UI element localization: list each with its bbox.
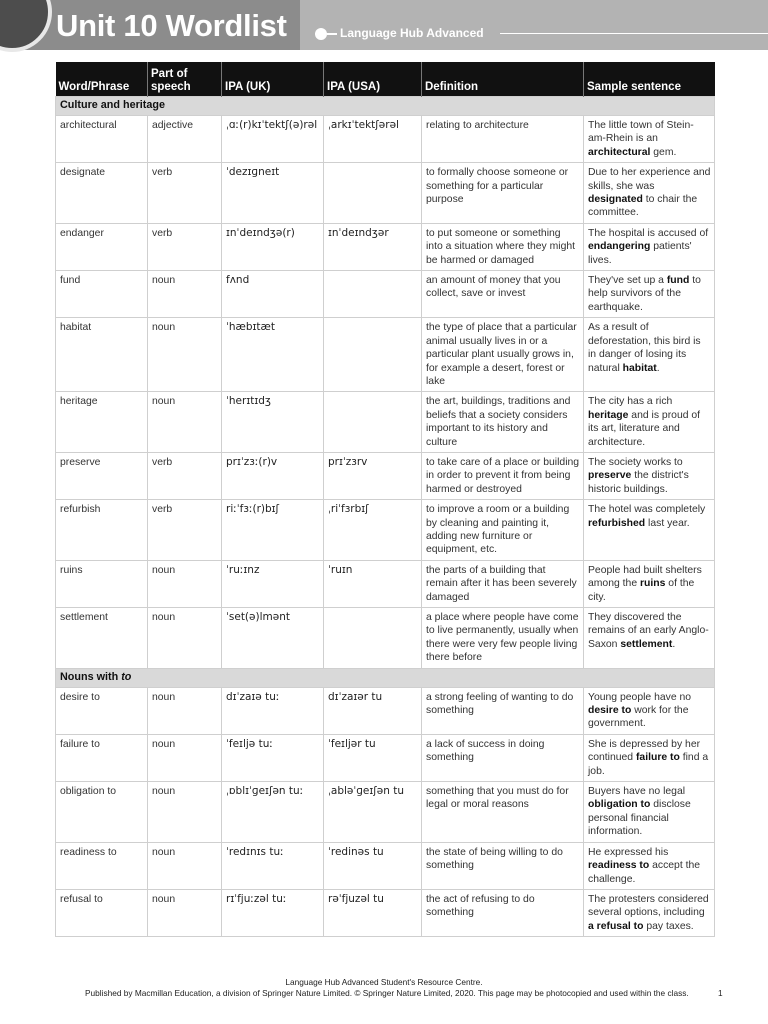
wordlist-table bbox=[55, 62, 715, 937]
sample-sentence-cell bbox=[584, 116, 715, 163]
sentence-text: They've set up a bbox=[588, 275, 667, 287]
sentence-text: Due to her experience and skills, she was bbox=[588, 167, 711, 192]
sentence-text: find a job. bbox=[588, 752, 709, 777]
sample-sentence-cell bbox=[584, 392, 715, 453]
definition-cell: the parts of a building that remain after it has been severely damaged bbox=[422, 560, 584, 607]
sentence-text: patients' lives. bbox=[588, 241, 692, 266]
ipa-uk-cell: ɪnˈdeɪndʒə(r) bbox=[222, 223, 324, 270]
sentence-text: gem. bbox=[650, 146, 677, 158]
ipa-uk-cell: dɪˈzaɪə tuː bbox=[222, 687, 324, 734]
sample-sentence-cell bbox=[584, 889, 715, 936]
page-header bbox=[0, 0, 768, 50]
ipa-uk-cell: ˈdezɪɡneɪt bbox=[222, 163, 324, 224]
section-title-text: Nouns with bbox=[60, 670, 122, 683]
sample-sentence-cell bbox=[584, 842, 715, 889]
word-cell: readiness to bbox=[56, 842, 148, 889]
ipa-usa-cell bbox=[324, 163, 422, 224]
part-of-speech-cell: noun bbox=[148, 889, 222, 936]
part-of-speech-cell: verb bbox=[148, 500, 222, 561]
part-of-speech-cell: verb bbox=[148, 452, 222, 499]
ipa-usa-cell: ˌriˈfɜrbɪʃ bbox=[324, 500, 422, 561]
ipa-uk-cell: rɪˈfjuːzəl tuː bbox=[222, 889, 324, 936]
part-of-speech-cell: noun bbox=[148, 734, 222, 781]
part-of-speech-cell: verb bbox=[148, 223, 222, 270]
definition-cell: something that you must do for legal or moral reasons bbox=[422, 782, 584, 843]
table-header-row bbox=[56, 62, 715, 97]
sentence-text: The protesters considered several options, including bbox=[588, 893, 709, 919]
series-band bbox=[300, 0, 768, 50]
table-row bbox=[56, 163, 715, 224]
sentence-text: Young people have no bbox=[588, 691, 692, 703]
section-title bbox=[56, 97, 715, 116]
highlighted-word: designated bbox=[588, 194, 643, 206]
ipa-usa-cell bbox=[324, 318, 422, 392]
highlighted-word: failure to bbox=[635, 752, 680, 764]
sentence-text: to help survivors of the earthquake. bbox=[588, 275, 701, 313]
section-title-text: Culture and heritage bbox=[60, 99, 165, 111]
ipa-usa-cell: ˌabləˈɡeɪʃən tu bbox=[324, 782, 422, 843]
sentence-text: The city has a rich bbox=[588, 396, 673, 408]
ipa-usa-cell: ˌarkɪˈtektʃərəl bbox=[324, 116, 422, 163]
sentence-text: to chair the committee. bbox=[588, 194, 698, 219]
footer-copyright-line: Published by Macmillan Education, a division of Springer Nature Limited. © Springer Nature Limited, 2020. This page may be photocopied and used within the class. bbox=[85, 988, 689, 998]
part-of-speech-cell: noun bbox=[148, 782, 222, 843]
ipa-uk-cell: riːˈfɜː(r)bɪʃ bbox=[222, 500, 324, 561]
sentence-text: The hotel was completely bbox=[588, 504, 706, 516]
ipa-usa-cell: ˈfeɪljər tu bbox=[324, 734, 422, 781]
sentence-text: pay taxes. bbox=[643, 920, 694, 932]
highlighted-word: ruins bbox=[640, 578, 666, 590]
sample-sentence-cell bbox=[584, 163, 715, 224]
definition-cell: to formally choose someone or something for a particular purpose bbox=[422, 163, 584, 224]
ipa-usa-cell bbox=[324, 271, 422, 318]
definition-cell: to put someone or something into a situation where they might be harmed or damaged bbox=[422, 223, 584, 270]
divider bbox=[500, 33, 768, 34]
sentence-text: . bbox=[656, 362, 660, 374]
word-cell: preserve bbox=[56, 452, 148, 499]
ipa-uk-cell: prɪˈzɜː(r)v bbox=[222, 452, 324, 499]
sample-sentence-cell bbox=[584, 782, 715, 843]
ipa-usa-cell: ˈredinəs tu bbox=[324, 842, 422, 889]
word-cell: heritage bbox=[56, 392, 148, 453]
sentence-text: People had built shelters among the bbox=[588, 564, 702, 590]
part-of-speech-cell: verb bbox=[148, 163, 222, 224]
word-cell: obligation to bbox=[56, 782, 148, 843]
column-header-part-of-speech: Part of speech bbox=[148, 62, 222, 97]
definition-cell: a strong feeling of wanting to do something bbox=[422, 687, 584, 734]
section-header-row bbox=[56, 668, 715, 687]
ipa-usa-cell: prɪˈzɜrv bbox=[324, 452, 422, 499]
highlighted-word: architectural bbox=[588, 146, 651, 158]
sample-sentence-cell bbox=[584, 608, 715, 669]
word-cell: failure to bbox=[56, 734, 148, 781]
ipa-uk-cell: ˈfeɪljə tuː bbox=[222, 734, 324, 781]
column-header-sample-sentence: Sample sentence bbox=[584, 62, 715, 97]
definition-cell: an amount of money that you collect, save or invest bbox=[422, 271, 584, 318]
definition-cell: to improve a room or a building by cleaning and painting it, adding new furniture or equipment, etc. bbox=[422, 500, 584, 561]
highlighted-word: fund bbox=[666, 275, 690, 287]
highlighted-word: heritage bbox=[588, 409, 629, 421]
highlighted-word: preserve bbox=[588, 470, 632, 482]
table-row bbox=[56, 223, 715, 270]
table-row bbox=[56, 500, 715, 561]
sentence-text: work for the government. bbox=[588, 705, 689, 730]
definition-cell: a place where people have come to live permanently, usually when there were very few people living there before bbox=[422, 608, 584, 669]
sample-sentence-cell bbox=[584, 223, 715, 270]
highlighted-word: a refusal to bbox=[588, 920, 644, 932]
table-row bbox=[56, 560, 715, 607]
word-cell: habitat bbox=[56, 318, 148, 392]
definition-cell: the act of refusing to do something bbox=[422, 889, 584, 936]
sample-sentence-cell bbox=[584, 734, 715, 781]
part-of-speech-cell: adjective bbox=[148, 116, 222, 163]
sample-sentence-cell bbox=[584, 687, 715, 734]
table-row bbox=[56, 392, 715, 453]
sentence-text: and is proud of its art, literature and architecture. bbox=[588, 409, 701, 448]
page-number: 1 bbox=[718, 988, 723, 998]
sentence-text: As a result of deforestation, this bird is in danger of losing its natural bbox=[588, 322, 701, 374]
sentence-text: accept the challenge. bbox=[588, 860, 701, 885]
sentence-text: The society works to bbox=[588, 456, 683, 468]
ipa-uk-cell: ˌɒblɪˈɡeɪʃən tuː bbox=[222, 782, 324, 843]
ipa-uk-cell: ˈherɪtɪdʒ bbox=[222, 392, 324, 453]
ipa-usa-cell bbox=[324, 608, 422, 669]
table-row bbox=[56, 452, 715, 499]
column-header-word: Word/Phrase bbox=[56, 62, 148, 97]
word-cell: refusal to bbox=[56, 889, 148, 936]
ipa-uk-cell: fʌnd bbox=[222, 271, 324, 318]
sample-sentence-cell bbox=[584, 318, 715, 392]
ipa-uk-cell: ˈruːɪnz bbox=[222, 560, 324, 607]
highlighted-word: obligation to bbox=[588, 799, 651, 811]
word-cell: refurbish bbox=[56, 500, 148, 561]
table-row bbox=[56, 687, 715, 734]
word-cell: ruins bbox=[56, 560, 148, 607]
table-row bbox=[56, 271, 715, 318]
sentence-text: the district's historic buildings. bbox=[588, 470, 689, 495]
part-of-speech-cell: noun bbox=[148, 271, 222, 318]
sample-sentence-cell bbox=[584, 500, 715, 561]
word-cell: desire to bbox=[56, 687, 148, 734]
ipa-usa-cell: dɪˈzaɪər tu bbox=[324, 687, 422, 734]
sentence-text: of the city. bbox=[588, 578, 695, 603]
ipa-uk-cell: ˈset(ə)lmənt bbox=[222, 608, 324, 669]
definition-cell: the state of being willing to do something bbox=[422, 842, 584, 889]
definition-cell: to take care of a place or building in order to prevent it from being harmed or destroyed bbox=[422, 452, 584, 499]
sentence-text: He expressed his bbox=[588, 846, 669, 858]
column-header-ipa-usa: IPA (USA) bbox=[324, 62, 422, 97]
sentence-text: Buyers have no legal bbox=[588, 786, 686, 798]
bullet-dot-icon bbox=[315, 28, 327, 40]
ipa-usa-cell: ˈruɪn bbox=[324, 560, 422, 607]
sample-sentence-cell bbox=[584, 271, 715, 318]
sentence-text: The little town of Stein-am-Rhein is an bbox=[588, 120, 694, 145]
highlighted-word: endangering bbox=[588, 241, 651, 253]
part-of-speech-cell: noun bbox=[148, 560, 222, 607]
sample-sentence-cell bbox=[584, 560, 715, 607]
word-cell: fund bbox=[56, 271, 148, 318]
definition-cell: relating to architecture bbox=[422, 116, 584, 163]
highlighted-word: settlement bbox=[620, 638, 673, 650]
sentence-text: She is depressed by her continued bbox=[588, 738, 701, 764]
ipa-uk-cell: ˈhæbɪtæt bbox=[222, 318, 324, 392]
ipa-usa-cell: ɪnˈdeɪndʒər bbox=[324, 223, 422, 270]
sentence-text: last year. bbox=[645, 517, 690, 529]
word-cell: endanger bbox=[56, 223, 148, 270]
highlighted-word: habitat bbox=[622, 362, 657, 374]
highlighted-word: desire to bbox=[588, 705, 632, 717]
table-row bbox=[56, 608, 715, 669]
word-cell: designate bbox=[56, 163, 148, 224]
part-of-speech-cell: noun bbox=[148, 392, 222, 453]
part-of-speech-cell: noun bbox=[148, 842, 222, 889]
divider bbox=[327, 33, 337, 35]
table-row bbox=[56, 116, 715, 163]
series-label: Language Hub Advanced bbox=[340, 26, 484, 40]
definition-cell: the art, buildings, traditions and beliefs that a society considers important to its history and culture bbox=[422, 392, 584, 453]
part-of-speech-cell: noun bbox=[148, 687, 222, 734]
part-of-speech-cell: noun bbox=[148, 608, 222, 669]
section-header-row bbox=[56, 97, 715, 116]
definition-cell: the type of place that a particular animal usually lives in or a particular plant usually grows in, for example a desert, forest or lake bbox=[422, 318, 584, 392]
footer-resource-line: Language Hub Advanced Student's Resource Centre. bbox=[285, 977, 483, 987]
ipa-uk-cell: ˈredɪnɪs tuː bbox=[222, 842, 324, 889]
sentence-text: . bbox=[672, 638, 676, 650]
table-row bbox=[56, 782, 715, 843]
highlighted-word: readiness to bbox=[588, 860, 650, 872]
ipa-usa-cell: rəˈfjuzəl tu bbox=[324, 889, 422, 936]
definition-cell: a lack of success in doing something bbox=[422, 734, 584, 781]
page-title: Unit 10 Wordlist bbox=[56, 8, 287, 43]
sentence-text: The hospital is accused of bbox=[588, 227, 709, 239]
ipa-usa-cell bbox=[324, 392, 422, 453]
table-body bbox=[56, 97, 715, 937]
table-row bbox=[56, 734, 715, 781]
section-title bbox=[56, 668, 715, 687]
table-row bbox=[56, 318, 715, 392]
sentence-text: disclose personal financial information. bbox=[588, 799, 691, 838]
section-title-italic: to bbox=[121, 670, 132, 683]
sentence-text: They discovered the remains of an early Anglo-Saxon bbox=[588, 612, 709, 650]
word-cell: architectural bbox=[56, 116, 148, 163]
column-header-ipa-uk: IPA (UK) bbox=[222, 62, 324, 97]
column-header-definition: Definition bbox=[422, 62, 584, 97]
part-of-speech-cell: noun bbox=[148, 318, 222, 392]
word-cell: settlement bbox=[56, 608, 148, 669]
ipa-uk-cell: ˌɑː(r)kɪˈtektʃ(ə)rəl bbox=[222, 116, 324, 163]
highlighted-word: refurbished bbox=[588, 517, 646, 529]
table-row bbox=[56, 842, 715, 889]
table-row bbox=[56, 889, 715, 936]
sample-sentence-cell bbox=[584, 452, 715, 499]
